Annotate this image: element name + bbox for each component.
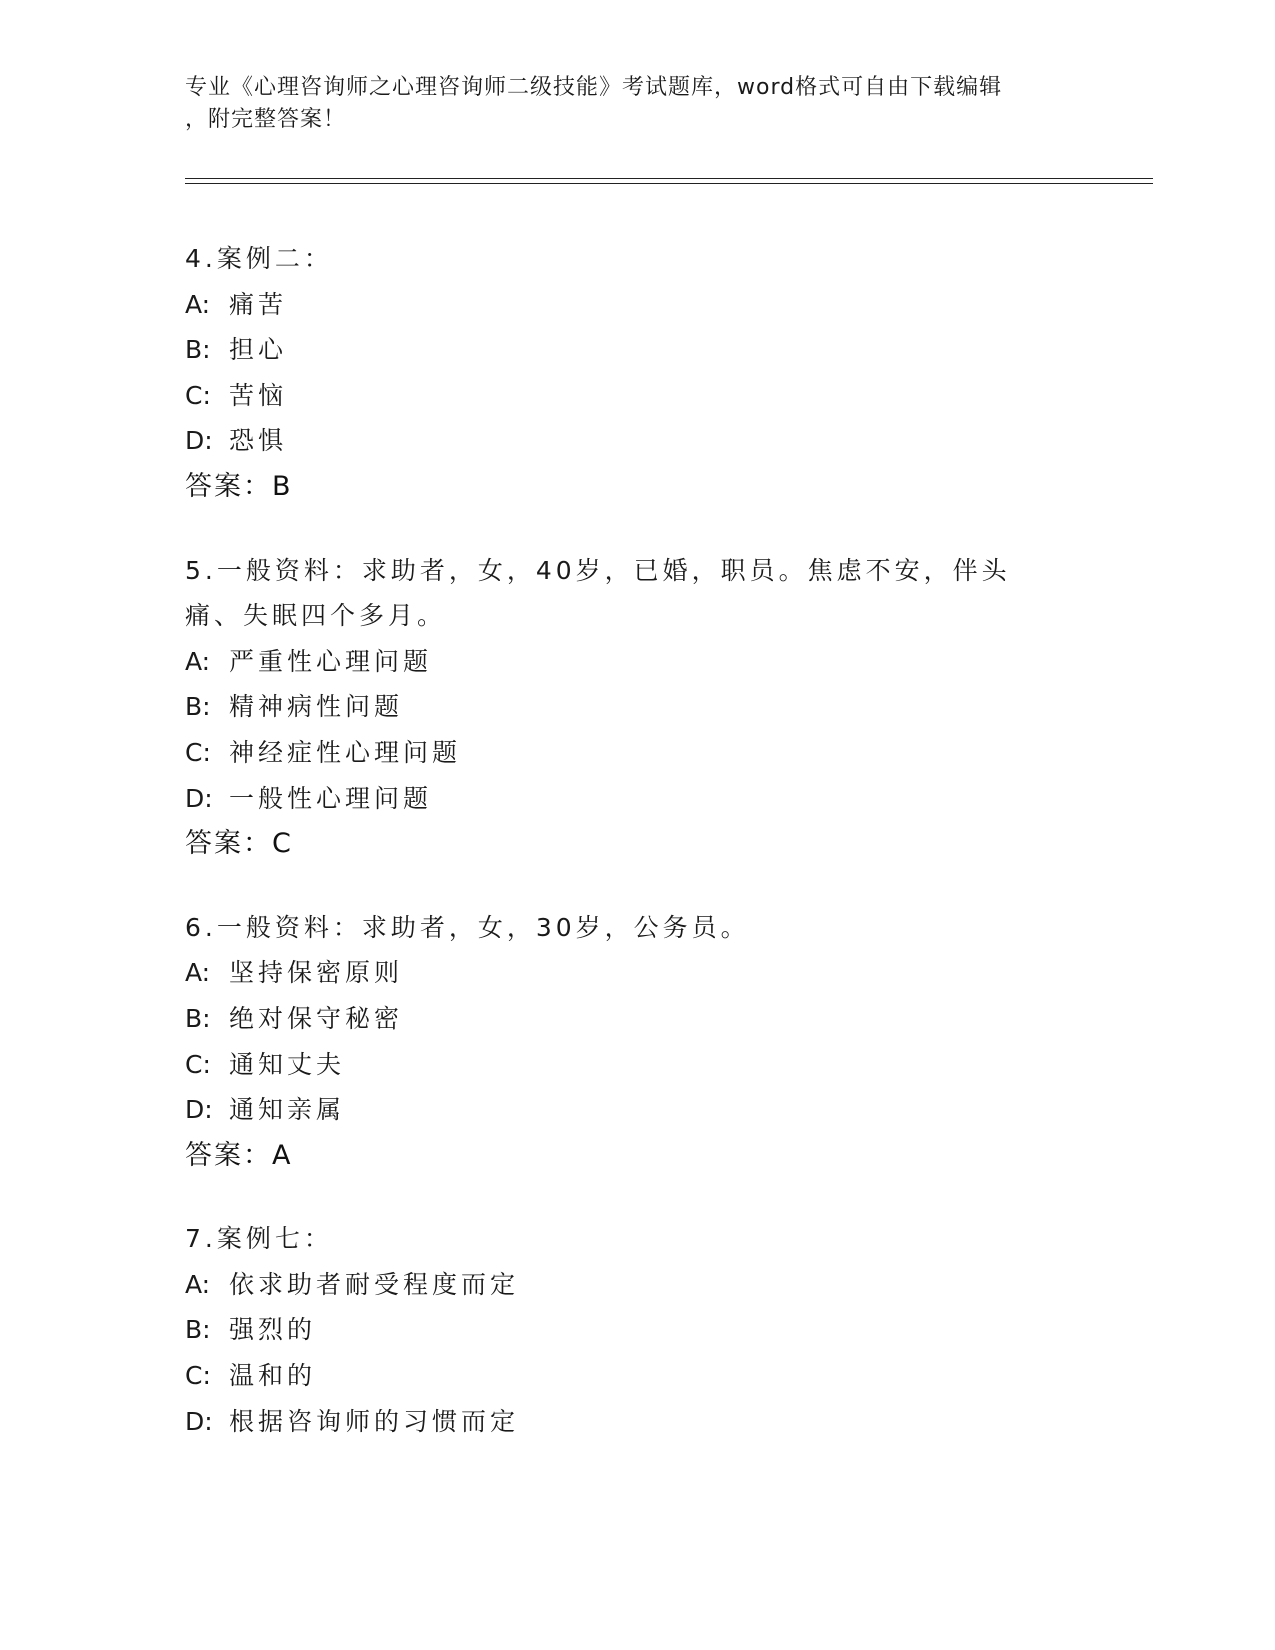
option-letter: D:: [185, 426, 213, 456]
option-d: [185, 1399, 1085, 1445]
option-b: [185, 1307, 1085, 1353]
document-header: [185, 72, 1065, 136]
option-c: [185, 730, 1085, 776]
header-divider-top: [185, 178, 1153, 179]
option-d: [185, 1087, 1085, 1133]
option-text: 根据咨询师的习惯而定: [229, 1406, 520, 1436]
option-text: 担心: [229, 335, 288, 365]
option-letter: A:: [185, 958, 211, 988]
option-letter: B:: [185, 692, 211, 722]
option-c: [185, 373, 1085, 419]
option-a: [185, 282, 1085, 328]
option-letter: C:: [185, 737, 211, 767]
option-text: 坚持保密原则: [229, 958, 404, 988]
question-item: [185, 905, 1085, 1179]
header-divider-bottom: [185, 183, 1153, 184]
option-c: [185, 1353, 1085, 1399]
option-text: 严重性心理问题: [229, 646, 433, 676]
option-text: 依求助者耐受程度而定: [229, 1269, 520, 1299]
option-letter: C:: [185, 380, 211, 410]
option-letter: B:: [185, 1315, 211, 1345]
option-b: [185, 684, 1085, 730]
question-list: [185, 236, 1085, 1482]
option-text: 绝对保守秘密: [229, 1003, 404, 1033]
option-text: 精神病性问题: [229, 692, 404, 722]
question-stem: 5.一般资料：求助者，女，40岁，已婚，职员。焦虑不安，伴头痛、失眠四个多月。: [185, 555, 1011, 631]
option-letter: A:: [185, 1269, 211, 1299]
option-text: 温和的: [229, 1361, 317, 1391]
option-text: 通知亲属: [229, 1095, 346, 1125]
option-text: 一般性心理问题: [229, 783, 433, 813]
option-letter: A:: [185, 289, 211, 319]
option-text: 强烈的: [229, 1315, 317, 1345]
question-stem: 7.案例七：: [185, 1224, 333, 1254]
option-d: [185, 418, 1085, 464]
option-a: [185, 639, 1085, 685]
option-text: 恐惧: [229, 426, 288, 456]
option-letter: D:: [185, 1406, 213, 1436]
option-text: 痛苦: [229, 289, 288, 319]
option-letter: C:: [185, 1361, 211, 1391]
option-b: [185, 327, 1085, 373]
option-letter: D:: [185, 1095, 213, 1125]
question-stem: 4.案例二：: [185, 244, 333, 273]
answer-line: 答案：B: [185, 470, 293, 502]
option-letter: A:: [185, 646, 211, 676]
question-stem: 6.一般资料：求助者，女，30岁，公务员。: [185, 912, 750, 942]
option-c: [185, 1042, 1085, 1088]
option-letter: D:: [185, 783, 213, 813]
option-letter: B:: [185, 335, 211, 365]
option-letter: B:: [185, 1003, 211, 1033]
question-item: [185, 1216, 1085, 1444]
option-b: [185, 996, 1085, 1042]
header-title-line-2: ，附完整答案！: [185, 107, 347, 132]
option-text: 神经症性心理问题: [229, 737, 462, 767]
header-title-line-1: 专业《心理咨询师之心理咨询师二级技能》考试题库，word格式可自由下载编辑: [185, 75, 1003, 100]
answer-line: 答案：C: [185, 828, 293, 860]
option-a: [185, 950, 1085, 996]
option-text: 苦恼: [229, 380, 288, 410]
answer-line: 答案：A: [185, 1139, 293, 1171]
option-a: [185, 1262, 1085, 1308]
question-item: [185, 236, 1085, 510]
option-d: [185, 776, 1085, 822]
question-item: [185, 548, 1085, 867]
option-letter: C:: [185, 1049, 211, 1079]
option-text: 通知丈夫: [229, 1049, 346, 1079]
